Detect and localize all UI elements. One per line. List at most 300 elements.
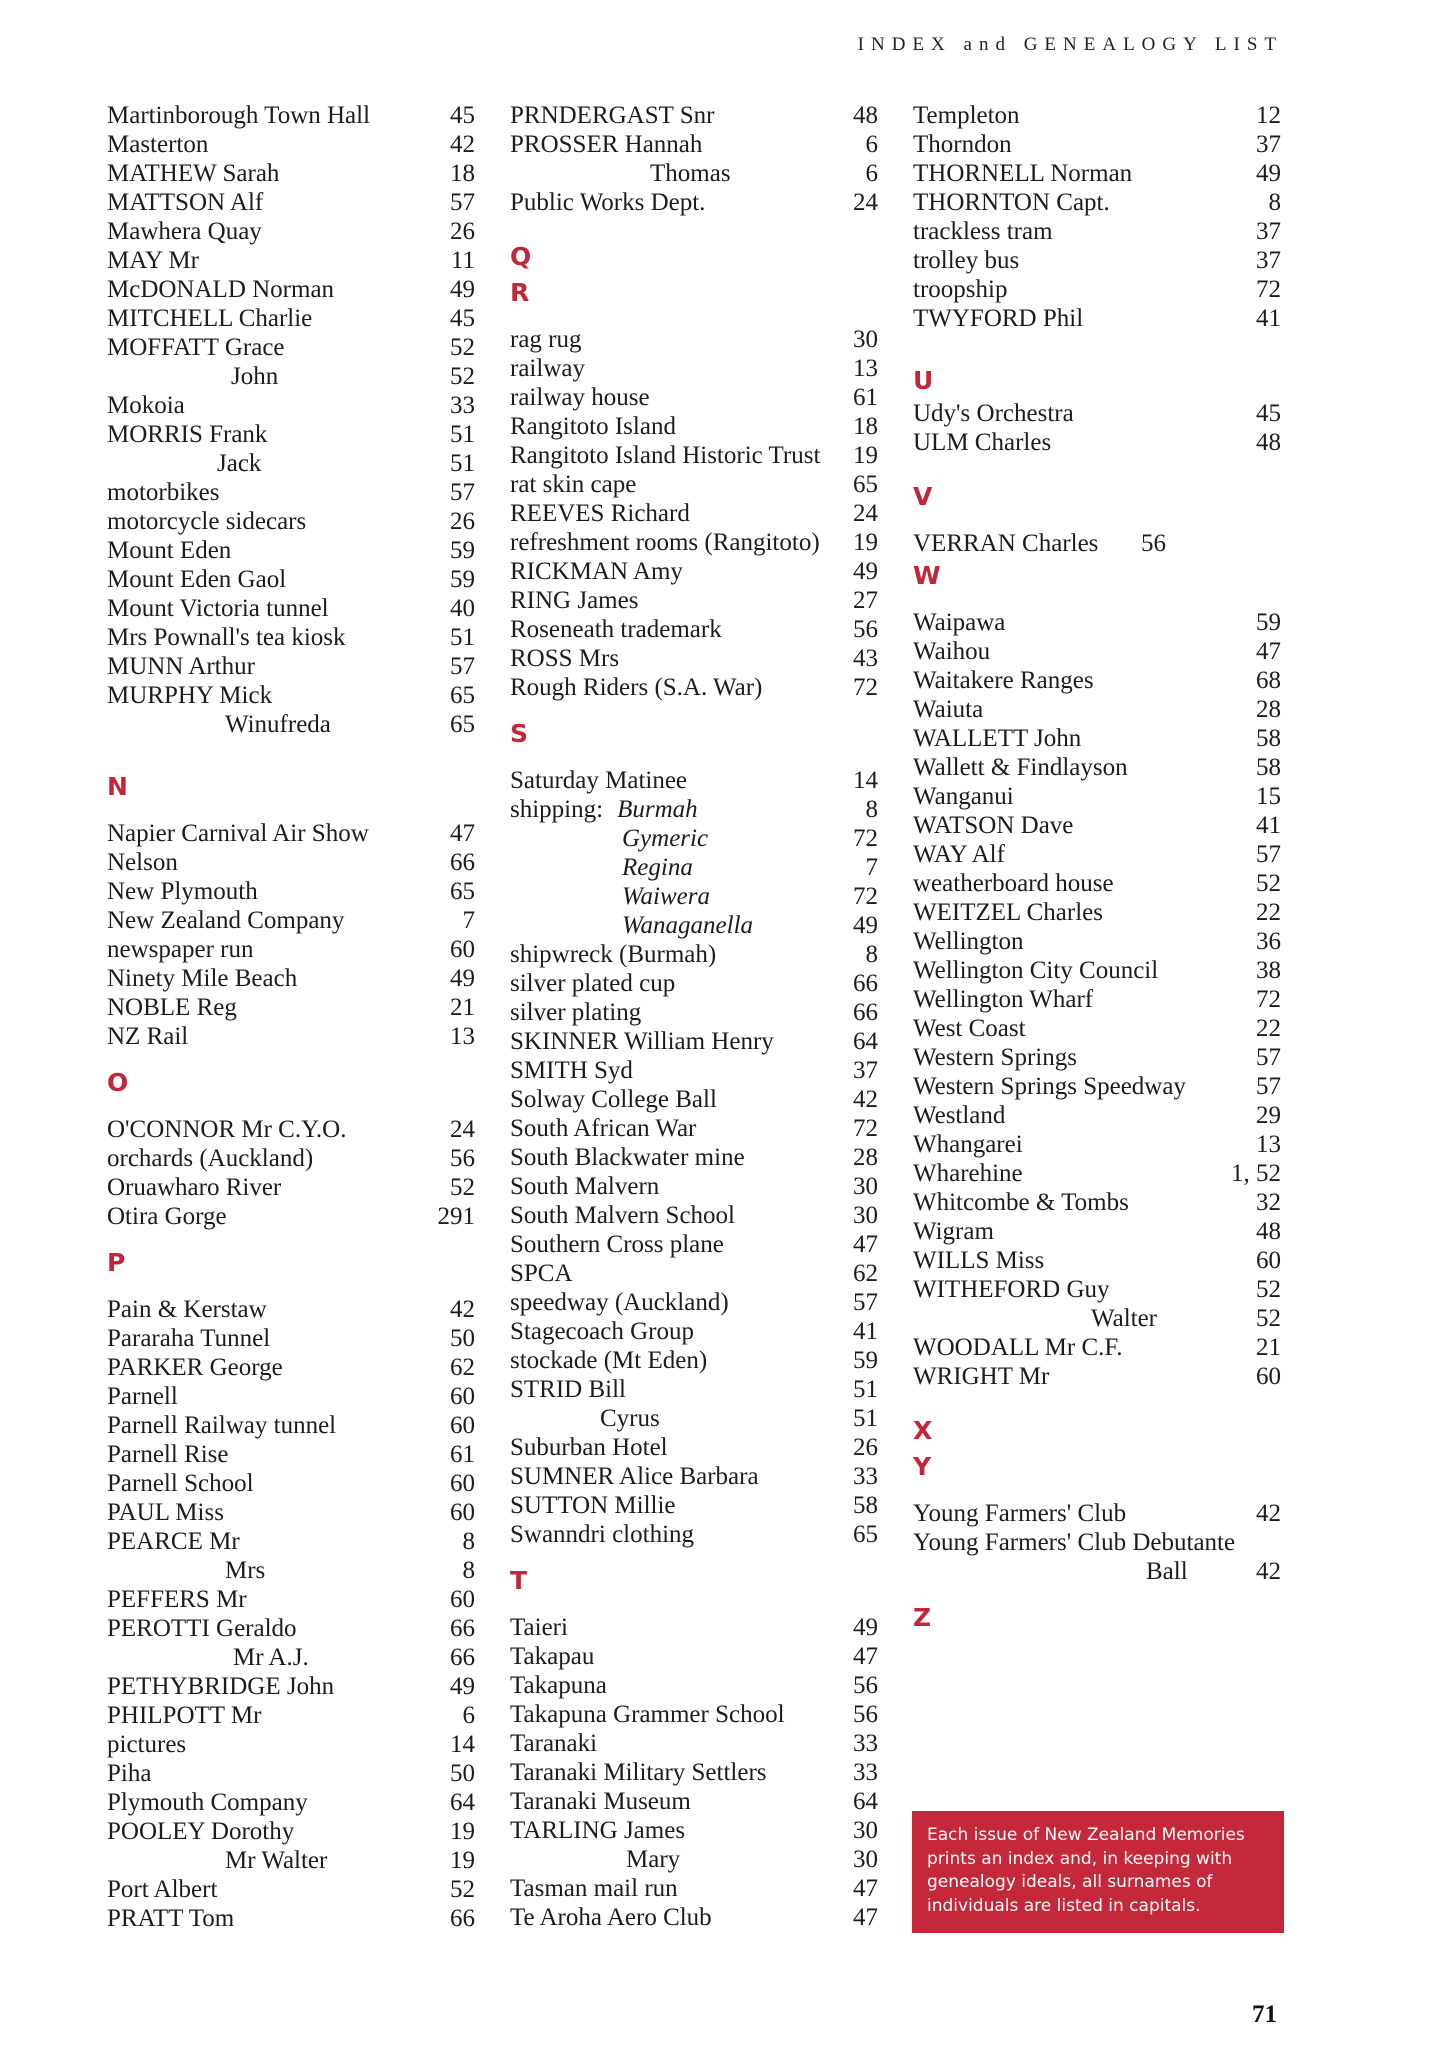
page-reference: 47 xyxy=(853,1643,878,1670)
entry-term xyxy=(107,964,297,993)
entry-term xyxy=(510,441,820,470)
index-entry xyxy=(107,1672,475,1701)
entry-term xyxy=(510,1259,573,1288)
entry-term-text: newspaper run xyxy=(107,936,254,963)
page-reference: 33 xyxy=(853,1759,878,1786)
index-entry xyxy=(510,1520,878,1549)
entry-term xyxy=(913,428,1051,457)
page-reference: 7 xyxy=(865,854,878,881)
entry-term-text: South Malvern xyxy=(510,1173,660,1200)
entry-term xyxy=(600,1404,660,1433)
page-reference: 8 xyxy=(462,1528,475,1555)
entry-term-text: STRID Bill xyxy=(510,1376,626,1403)
page-reference: 8 xyxy=(462,1557,475,1584)
entry-term-text: MOFFATT Grace xyxy=(107,334,285,361)
entry-term xyxy=(913,1499,1126,1528)
entry-term-text: SUMNER Alice Barbara xyxy=(510,1463,759,1490)
page-reference: 65 xyxy=(853,471,878,498)
entry-term-text: Plymouth Company xyxy=(107,1789,308,1816)
entry-term-text: Parnell Railway tunnel xyxy=(107,1412,337,1439)
page-reference: 22 xyxy=(1256,1015,1281,1042)
ship-name: Regina xyxy=(622,854,693,881)
entry-term xyxy=(217,449,261,478)
page-reference: 59 xyxy=(450,566,475,593)
entry-term-text: Parnell xyxy=(107,1383,178,1410)
entry-term-text: Wellington City Council xyxy=(913,957,1159,984)
page-reference: 66 xyxy=(450,849,475,876)
entry-term xyxy=(231,362,278,391)
entry-term-text: PRATT Tom xyxy=(107,1905,235,1932)
entry-term-text: Wigram xyxy=(913,1218,994,1245)
entry-term-text: silver plated cup xyxy=(510,970,676,997)
entry-term-text: WOODALL Mr C.F. xyxy=(913,1334,1123,1361)
index-entry xyxy=(107,449,475,478)
page-reference: 41 xyxy=(1256,305,1281,332)
page-reference: 59 xyxy=(1256,609,1281,636)
page-reference: 41 xyxy=(1256,812,1281,839)
entry-term-text: Cyrus xyxy=(600,1405,660,1432)
index-entry xyxy=(107,1817,475,1846)
entry-term-text: VERRAN Charles xyxy=(913,530,1099,557)
index-entry xyxy=(510,1729,878,1758)
entry-term xyxy=(510,1288,729,1317)
entry-term-text: shipwreck (Burmah) xyxy=(510,941,717,968)
page-reference: 33 xyxy=(853,1463,878,1490)
page-reference: 61 xyxy=(450,1441,475,1468)
page-reference: 65 xyxy=(450,711,475,738)
entry-term xyxy=(913,399,1074,428)
entry-term-text: railway house xyxy=(510,384,650,411)
entry-term-text: rag rug xyxy=(510,326,582,353)
entry-term-text: Takapau xyxy=(510,1643,595,1670)
page-reference: 68 xyxy=(1256,667,1281,694)
page-reference: 51 xyxy=(450,421,475,448)
entry-term-text: rat skin cape xyxy=(510,471,637,498)
ship-name: Waiwera xyxy=(622,883,710,910)
entry-term xyxy=(913,1246,1044,1275)
index-entry xyxy=(913,1362,1281,1391)
spacer xyxy=(107,1281,475,1295)
entry-term xyxy=(626,1845,680,1874)
page-reference: 43 xyxy=(853,645,878,672)
page-reference: 12 xyxy=(1256,102,1281,129)
page-reference: 13 xyxy=(853,355,878,382)
entry-term-text: SKINNER William Henry xyxy=(510,1028,774,1055)
entry-term-text: Suburban Hotel xyxy=(510,1434,668,1461)
entry-term xyxy=(107,159,279,188)
entry-term xyxy=(510,383,650,412)
entry-term xyxy=(107,1701,261,1730)
page-reference: 49 xyxy=(450,965,475,992)
entry-term-text: MURPHY Mick xyxy=(107,682,273,709)
page-reference: 26 xyxy=(450,508,475,535)
spacer xyxy=(510,1549,878,1563)
page-reference: 48 xyxy=(1256,429,1281,456)
index-entry xyxy=(510,1816,878,1845)
index-entry xyxy=(913,1072,1281,1101)
entry-term xyxy=(913,1101,1005,1130)
entry-term-text: Piha xyxy=(107,1760,152,1787)
page-reference: 49 xyxy=(853,1614,878,1641)
page-reference: 52 xyxy=(1256,1305,1281,1332)
entry-term-text: TARLING James xyxy=(510,1817,686,1844)
entry-term xyxy=(913,188,1110,217)
index-entry xyxy=(107,1614,475,1643)
entry-term-text: Taranaki Military Settlers xyxy=(510,1759,767,1786)
page-reference: 50 xyxy=(450,1760,475,1787)
page-reference: 65 xyxy=(853,1521,878,1548)
entry-term xyxy=(107,1324,270,1353)
entry-term xyxy=(510,1700,785,1729)
page-reference: 28 xyxy=(1256,696,1281,723)
entry-term-text: Parnell School xyxy=(107,1470,254,1497)
index-entry xyxy=(510,441,878,470)
entry-term xyxy=(622,911,753,940)
entry-term xyxy=(107,391,185,420)
entry-term-text: MATTSON Alf xyxy=(107,189,264,216)
page-reference: 47 xyxy=(853,1231,878,1258)
page-reference: 49 xyxy=(450,276,475,303)
index-entry xyxy=(107,1846,475,1875)
page-reference: 38 xyxy=(1256,957,1281,984)
entry-term xyxy=(225,710,331,739)
index-entry xyxy=(107,964,475,993)
entry-term-text: Wanganui xyxy=(913,783,1014,810)
page-reference: 49 xyxy=(450,1673,475,1700)
page-reference: 30 xyxy=(853,1202,878,1229)
entry-term xyxy=(913,695,983,724)
entry-term xyxy=(1091,1304,1157,1333)
entry-term xyxy=(107,594,329,623)
entry-term xyxy=(510,1201,735,1230)
letter-heading: S xyxy=(510,719,529,748)
index-entry xyxy=(107,1022,475,1051)
page-reference: 72 xyxy=(853,825,878,852)
page-reference: 47 xyxy=(1256,638,1281,665)
index-entry xyxy=(913,1159,1281,1188)
index-entry xyxy=(510,1027,878,1056)
index-entry xyxy=(913,840,1281,869)
page-reference: 57 xyxy=(1256,841,1281,868)
entry-term xyxy=(913,898,1103,927)
page-reference: 30 xyxy=(853,326,878,353)
entry-term xyxy=(510,470,636,499)
entry-term-text: motorcycle sidecars xyxy=(107,508,307,535)
page-reference: 60 xyxy=(450,1412,475,1439)
index-entry xyxy=(510,673,878,702)
page-reference: 40 xyxy=(450,595,475,622)
index-entry xyxy=(107,1643,475,1672)
entry-term xyxy=(107,877,258,906)
entry-term-text: SMITH Syd xyxy=(510,1057,633,1084)
page-reference: 66 xyxy=(853,970,878,997)
index-entry xyxy=(107,1469,475,1498)
entry-term-text: Waitakere Ranges xyxy=(913,667,1094,694)
entry-term-text: Stagecoach Group xyxy=(510,1318,694,1345)
entry-term-text: Taieri xyxy=(510,1614,568,1641)
entry-term xyxy=(107,188,263,217)
index-entry xyxy=(107,848,475,877)
entry-term-text: stockade (Mt Eden) xyxy=(510,1347,708,1374)
genealogy-note-box xyxy=(912,1811,1284,1933)
index-entry xyxy=(107,1440,475,1469)
index-entry xyxy=(107,935,475,964)
entry-term-text: orchards (Auckland) xyxy=(107,1145,314,1172)
entry-term xyxy=(913,985,1093,1014)
page-reference: 65 xyxy=(450,682,475,709)
index-entry xyxy=(510,1613,878,1642)
page-reference: 22 xyxy=(1256,899,1281,926)
page-reference: 60 xyxy=(450,1470,475,1497)
index-entry xyxy=(107,1115,475,1144)
entry-term xyxy=(510,1787,691,1816)
page-reference: 33 xyxy=(853,1730,878,1757)
entry-term xyxy=(510,1642,594,1671)
index-entry xyxy=(107,1324,475,1353)
page-reference: 57 xyxy=(450,479,475,506)
page-reference: 47 xyxy=(853,1875,878,1902)
page-reference: 42 xyxy=(853,1086,878,1113)
entry-term-text: Te Aroha Aero Club xyxy=(510,1904,712,1931)
entry-term xyxy=(107,1202,227,1231)
entry-term-text: troopship xyxy=(913,276,1008,303)
entry-term xyxy=(913,1528,1235,1557)
index-entry xyxy=(107,1411,475,1440)
index-entry xyxy=(107,1144,475,1173)
entry-term xyxy=(622,882,710,911)
index-entry xyxy=(913,159,1281,188)
spacer xyxy=(510,702,878,716)
page-reference: 6 xyxy=(462,1702,475,1729)
page-reference: 66 xyxy=(450,1905,475,1932)
page-reference: 72 xyxy=(1256,276,1281,303)
letter-heading: U xyxy=(913,366,934,395)
index-entry xyxy=(510,1700,878,1729)
entry-term xyxy=(913,101,1020,130)
index-entry xyxy=(510,1845,878,1874)
entry-term-text: Walter xyxy=(1091,1305,1158,1332)
index-entry xyxy=(107,101,475,130)
entry-term-text: motorbikes xyxy=(107,479,220,506)
entry-term xyxy=(913,1188,1129,1217)
entry-term-text: Thorndon xyxy=(913,131,1012,158)
entry-term xyxy=(107,906,344,935)
entry-term xyxy=(107,1730,186,1759)
page-reference: 52 xyxy=(1256,870,1281,897)
index-entry xyxy=(913,304,1281,333)
page-reference: 18 xyxy=(853,413,878,440)
letter-heading: W xyxy=(913,561,941,590)
entry-term xyxy=(913,1072,1186,1101)
index-entry xyxy=(913,428,1281,457)
entry-term xyxy=(107,217,262,246)
entry-term xyxy=(233,1643,309,1672)
index-entry xyxy=(107,594,475,623)
index-entry xyxy=(913,927,1281,956)
page-reference: 72 xyxy=(853,883,878,910)
entry-term-text: POOLEY Dorothy xyxy=(107,1818,295,1845)
page-reference: 8 xyxy=(1268,189,1281,216)
entry-term xyxy=(913,304,1083,333)
entry-term xyxy=(913,159,1132,188)
page-reference: 57 xyxy=(450,189,475,216)
index-entry xyxy=(510,882,878,911)
index-entry xyxy=(913,1188,1281,1217)
index-entry xyxy=(107,819,475,848)
entry-term xyxy=(510,766,687,795)
entry-term-text: Waiuta xyxy=(913,696,984,723)
index-entry xyxy=(913,608,1281,637)
entry-term-text: Nelson xyxy=(107,849,178,876)
entry-term xyxy=(107,652,255,681)
index-entry xyxy=(107,652,475,681)
page-reference: 52 xyxy=(450,363,475,390)
entry-term xyxy=(107,1173,281,1202)
index-entry xyxy=(510,1259,878,1288)
spacer xyxy=(510,752,878,766)
entry-term-text: Southern Cross plane xyxy=(510,1231,724,1258)
index-entry xyxy=(510,1230,878,1259)
page-reference: 26 xyxy=(853,1434,878,1461)
index-entry xyxy=(107,333,475,362)
index-entry xyxy=(107,1353,475,1382)
entry-term xyxy=(510,1874,678,1903)
entry-term xyxy=(510,940,716,969)
entry-term-text: RING James xyxy=(510,587,639,614)
page-reference: 57 xyxy=(853,1289,878,1316)
running-title: INDEX and GENEALOGY LIST xyxy=(857,34,1283,55)
page-reference: 19 xyxy=(450,1818,475,1845)
page-reference: 36 xyxy=(1256,928,1281,955)
ship-name: Gymeric xyxy=(622,825,709,852)
page-reference: 59 xyxy=(450,537,475,564)
index-entry xyxy=(107,1730,475,1759)
entry-term-text: NZ Rail xyxy=(107,1023,189,1050)
spacer xyxy=(107,1231,475,1245)
entry-term xyxy=(225,1846,327,1875)
index-entry xyxy=(510,1671,878,1700)
entry-term xyxy=(510,615,722,644)
index-entry xyxy=(913,985,1281,1014)
index-entry xyxy=(510,1787,878,1816)
entry-term-text: Waipawa xyxy=(913,609,1006,636)
page-reference: 42 xyxy=(450,131,475,158)
index-entry xyxy=(510,911,878,940)
index-entry xyxy=(913,1304,1281,1333)
index-entry xyxy=(510,1462,878,1491)
spacer xyxy=(913,333,1281,363)
page-reference: 64 xyxy=(450,1789,475,1816)
entry-term-text: speedway (Auckland) xyxy=(510,1289,729,1316)
index-entry xyxy=(107,623,475,652)
entry-term xyxy=(107,1875,217,1904)
spacer xyxy=(913,457,1281,479)
letter-heading: V xyxy=(913,482,933,511)
page-reference: 41 xyxy=(853,1318,878,1345)
entry-term xyxy=(510,1903,712,1932)
entry-term xyxy=(510,586,638,615)
entry-term xyxy=(107,1788,308,1817)
page-reference: 8 xyxy=(865,941,878,968)
page-reference: 24 xyxy=(853,500,878,527)
index-entry xyxy=(913,898,1281,927)
page-reference: 42 xyxy=(1256,1558,1281,1585)
entry-term xyxy=(913,608,1005,637)
page-reference: 8 xyxy=(865,796,878,823)
entry-term xyxy=(913,724,1081,753)
entry-term xyxy=(107,246,199,275)
entry-term-text: ROSS Mrs xyxy=(510,645,620,672)
page-reference: 24 xyxy=(450,1116,475,1143)
entry-term-text: Public Works Dept. xyxy=(510,189,706,216)
index-entry xyxy=(913,1557,1281,1586)
spacer xyxy=(913,594,1281,608)
entry-term-text: O'CONNOR Mr C.Y.O. xyxy=(107,1116,347,1143)
entry-term-text: trolley bus xyxy=(913,247,1020,274)
entry-term xyxy=(913,1014,1026,1043)
spacer xyxy=(107,1101,475,1115)
page-reference: 1, 52 xyxy=(1231,1160,1281,1187)
entry-term-text: WILLS Miss xyxy=(913,1247,1045,1274)
letter-heading: R xyxy=(510,278,530,307)
entry-term-text: Tasman mail run xyxy=(510,1875,678,1902)
entry-term xyxy=(107,1115,347,1144)
index-entry xyxy=(510,766,878,795)
index-entry xyxy=(107,565,475,594)
page-reference: 58 xyxy=(1256,754,1281,781)
page-reference: 6 xyxy=(865,160,878,187)
page-reference: 72 xyxy=(853,674,878,701)
entry-term xyxy=(510,1729,597,1758)
index-entry xyxy=(107,217,475,246)
entry-term xyxy=(510,188,705,217)
entry-term xyxy=(510,644,619,673)
index-entry xyxy=(510,412,878,441)
entry-term xyxy=(107,275,334,304)
page-reference: 52 xyxy=(450,1876,475,1903)
entry-term-text: PETHYBRIDGE John xyxy=(107,1673,335,1700)
page-reference: 58 xyxy=(853,1492,878,1519)
entry-term xyxy=(913,956,1158,985)
spacer xyxy=(913,1586,1281,1600)
entry-term xyxy=(107,1759,151,1788)
index-column-1 xyxy=(107,101,475,1933)
entry-term xyxy=(107,333,285,362)
entry-term-text: Ninety Mile Beach xyxy=(107,965,298,992)
index-entry xyxy=(510,354,878,383)
entry-term xyxy=(510,101,714,130)
page-reference: 66 xyxy=(853,999,878,1026)
entry-term-text: Whitcombe & Tombs xyxy=(913,1189,1129,1216)
page-reference: 45 xyxy=(450,102,475,129)
entry-term xyxy=(510,1520,694,1549)
index-entry xyxy=(107,710,475,739)
page-reference: 14 xyxy=(450,1731,475,1758)
page-reference: 60 xyxy=(450,1586,475,1613)
page-reference: 33 xyxy=(450,392,475,419)
page-reference: 21 xyxy=(450,994,475,1021)
page-reference: 61 xyxy=(853,384,878,411)
index-entry xyxy=(913,1130,1281,1159)
index-entry xyxy=(510,130,878,159)
entry-term xyxy=(510,412,676,441)
index-entry xyxy=(510,1085,878,1114)
entry-term-text: WATSON Dave xyxy=(913,812,1074,839)
entry-term-text: PHILPOTT Mr xyxy=(107,1702,262,1729)
entry-term-text: refreshment rooms (Rangitoto) xyxy=(510,529,820,556)
entry-term-text: Solway College Ball xyxy=(510,1086,717,1113)
index-entry xyxy=(107,681,475,710)
